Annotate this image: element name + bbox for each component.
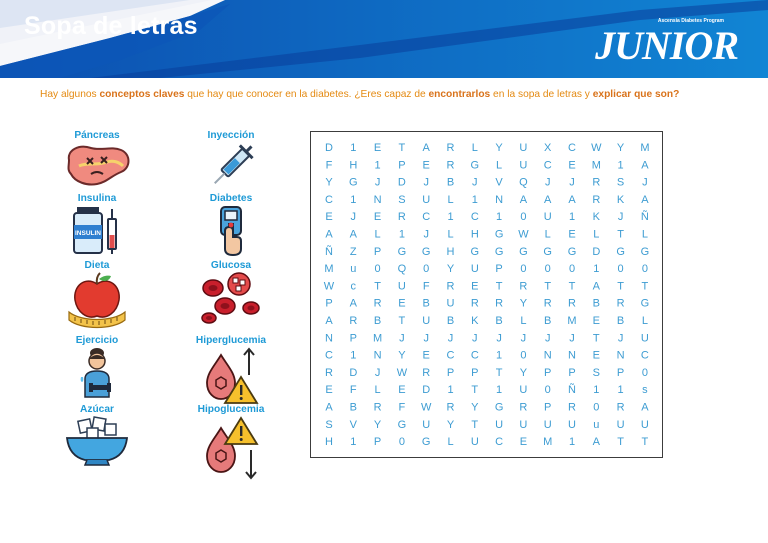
grid-letter[interactable]: R: [568, 401, 576, 414]
grid-letter[interactable]: T: [617, 228, 624, 241]
grid-letter[interactable]: 1: [374, 159, 381, 172]
grid-letter[interactable]: J: [374, 176, 381, 189]
grid-letter[interactable]: u: [350, 263, 357, 276]
grid-letter[interactable]: 1: [568, 211, 576, 224]
grid-letter[interactable]: K: [616, 193, 625, 206]
grid-letter[interactable]: A: [519, 193, 528, 206]
grid-letter[interactable]: S: [592, 366, 600, 379]
grid-letter[interactable]: H: [349, 159, 358, 172]
grid-letter[interactable]: E: [398, 384, 406, 397]
concept-label: Inyección: [207, 130, 255, 141]
grid-letter[interactable]: G: [397, 418, 407, 431]
grid-letter[interactable]: P: [349, 332, 357, 345]
instructions: [40, 89, 740, 100]
grid-letter[interactable]: U: [470, 263, 479, 276]
grid-letter[interactable]: 0: [641, 366, 648, 379]
grid-letter[interactable]: U: [568, 418, 576, 431]
grid-letter[interactable]: A: [325, 401, 333, 414]
grid-letter[interactable]: U: [616, 418, 625, 431]
grid-letter[interactable]: U: [519, 142, 528, 154]
grid-letter[interactable]: R: [616, 297, 625, 310]
grid-letter[interactable]: 1: [471, 193, 478, 206]
grid-letter[interactable]: M: [640, 142, 650, 154]
grid-letter[interactable]: R: [446, 159, 455, 172]
grid-letter[interactable]: T: [398, 142, 406, 154]
grid-letter[interactable]: J: [423, 228, 429, 241]
grid-letter[interactable]: W: [396, 366, 408, 379]
grid-letter[interactable]: Y: [616, 142, 625, 154]
grid-letter[interactable]: F: [422, 280, 430, 293]
grid-letter[interactable]: A: [544, 193, 552, 206]
grid-letter[interactable]: L: [471, 142, 478, 154]
grid-letter[interactable]: P: [544, 401, 552, 414]
grid-letter[interactable]: B: [446, 176, 455, 189]
grid-letter[interactable]: 1: [447, 211, 454, 224]
grid-letter[interactable]: Y: [398, 349, 406, 362]
grid-letter[interactable]: L: [447, 228, 454, 241]
grid-letter[interactable]: J: [399, 332, 405, 345]
grid-letter[interactable]: J: [617, 211, 624, 224]
grid-letter[interactable]: C: [422, 211, 431, 224]
grid-letter[interactable]: G: [640, 297, 650, 310]
grid-letter[interactable]: P: [373, 436, 382, 449]
grid-letter[interactable]: G: [494, 245, 504, 258]
grid-letter[interactable]: A: [641, 159, 649, 172]
grid-letter[interactable]: P: [544, 366, 552, 379]
grid-letter[interactable]: 1: [398, 228, 405, 241]
grid-letter[interactable]: T: [641, 280, 649, 293]
grid-letter[interactable]: 1: [496, 384, 503, 397]
grid-letter[interactable]: Q: [397, 263, 407, 276]
grid-letter[interactable]: P: [446, 366, 455, 379]
apple-tape-icon: [65, 272, 129, 330]
grid-letter[interactable]: B: [592, 297, 600, 310]
grid-letter[interactable]: T: [641, 436, 649, 449]
blood-drop-warning-up-icon: [199, 347, 263, 405]
grid-letter[interactable]: H: [325, 436, 333, 449]
grid-letter[interactable]: 0: [520, 349, 527, 362]
grid-letter[interactable]: R: [495, 297, 504, 310]
concept-label: Insulina: [77, 193, 117, 204]
grid-letter[interactable]: 1: [350, 349, 357, 362]
grid-letter[interactable]: H: [446, 245, 455, 258]
grid-letter[interactable]: U: [543, 211, 552, 224]
concept-label: Hiperglucemia: [195, 335, 267, 346]
grid-letter[interactable]: N: [495, 193, 504, 206]
grid-letter[interactable]: S: [616, 176, 625, 189]
grid-letter[interactable]: G: [494, 401, 504, 414]
grid-letter[interactable]: 1: [496, 349, 503, 362]
grid-letter[interactable]: H: [470, 228, 479, 241]
grid-letter[interactable]: U: [519, 159, 528, 172]
grid-letter[interactable]: R: [543, 297, 552, 310]
grid-letter[interactable]: P: [373, 245, 382, 258]
grid-letter[interactable]: P: [616, 366, 625, 379]
grid-letter[interactable]: N: [325, 332, 333, 345]
grid-letter[interactable]: T: [495, 366, 503, 379]
grid-letter[interactable]: A: [568, 193, 576, 206]
word-search-grid[interactable]: [310, 131, 663, 458]
grid-letter[interactable]: E: [422, 159, 430, 172]
grid-letter[interactable]: 1: [447, 384, 454, 397]
grid-letter[interactable]: A: [592, 280, 600, 293]
grid-letter[interactable]: L: [593, 228, 600, 241]
sugar-bowl-icon: [65, 416, 129, 466]
grid-letter[interactable]: T: [617, 436, 624, 449]
grid-letter[interactable]: C: [568, 142, 576, 154]
grid-letter[interactable]: 1: [350, 193, 357, 206]
grid-letter[interactable]: A: [422, 142, 430, 154]
grid-letter[interactable]: 0: [641, 263, 648, 276]
grid-letter[interactable]: B: [616, 315, 625, 327]
grid-letter[interactable]: E: [398, 297, 406, 310]
grid-letter[interactable]: V: [495, 176, 503, 189]
grid-letter[interactable]: N: [543, 349, 552, 362]
grid-letter[interactable]: W: [518, 228, 529, 241]
grid-letter[interactable]: R: [422, 366, 431, 379]
grid-letter[interactable]: L: [374, 384, 381, 397]
grid-letter[interactable]: G: [567, 245, 577, 258]
grid-letter[interactable]: E: [568, 159, 576, 172]
grid-letter[interactable]: T: [544, 280, 552, 293]
grid-letter[interactable]: P: [495, 263, 503, 276]
grid-letter[interactable]: Y: [471, 401, 479, 414]
grid-letter[interactable]: 0: [544, 263, 551, 276]
grid-letter[interactable]: c: [350, 280, 357, 293]
grid-letter[interactable]: J: [544, 176, 551, 189]
grid-letter[interactable]: A: [592, 436, 600, 449]
grid-letter[interactable]: 0: [544, 384, 551, 397]
concept-label: Azúcar: [80, 404, 114, 415]
grid-letter[interactable]: L: [641, 315, 648, 327]
grid-letter[interactable]: E: [325, 384, 333, 397]
grid-letter[interactable]: R: [470, 297, 479, 310]
grid-letter[interactable]: T: [495, 280, 503, 293]
concept-azucar: [42, 403, 152, 466]
grid-letter[interactable]: B: [446, 315, 455, 327]
grid-letter[interactable]: R: [373, 401, 382, 414]
grid-letter[interactable]: A: [349, 228, 357, 241]
grid-letter[interactable]: K: [471, 315, 479, 327]
grid-letter[interactable]: D: [397, 176, 406, 189]
grid-letter[interactable]: A: [349, 297, 357, 310]
grid-letter[interactable]: N: [373, 193, 382, 206]
grid-letter[interactable]: Y: [519, 366, 528, 379]
brand-logo: JUNIOR: [595, 23, 738, 68]
concept-hipoglucemia: [176, 403, 286, 482]
grid-letter[interactable]: C: [446, 349, 455, 362]
grid-letter[interactable]: N: [568, 349, 576, 362]
grid-letter[interactable]: J: [569, 176, 575, 189]
grid-letter[interactable]: G: [640, 245, 650, 258]
grid-letter[interactable]: Y: [446, 263, 455, 276]
grid-letter[interactable]: W: [323, 280, 335, 293]
grid-letter[interactable]: F: [349, 384, 357, 397]
grid-letter[interactable]: R: [446, 401, 455, 414]
grid-letter[interactable]: T: [471, 384, 479, 397]
grid-letter[interactable]: N: [616, 349, 625, 362]
grid-letter[interactable]: U: [422, 418, 431, 431]
grid-letter[interactable]: 0: [593, 401, 600, 414]
grid-letter[interactable]: R: [616, 401, 625, 414]
grid-letter[interactable]: D: [349, 366, 358, 379]
grid-letter[interactable]: B: [373, 315, 382, 327]
intro-bold-1: conceptos claves: [99, 89, 185, 100]
grid-letter[interactable]: E: [519, 436, 528, 449]
grid-letter[interactable]: C: [543, 159, 552, 172]
grid-letter[interactable]: 1: [617, 159, 624, 172]
grid-letter[interactable]: E: [568, 228, 576, 241]
concept-glucosa: [176, 259, 286, 328]
grid-letter[interactable]: J: [569, 332, 575, 345]
grid-letter[interactable]: R: [446, 142, 455, 154]
grid-letter[interactable]: T: [617, 280, 624, 293]
concept-inyeccion: [176, 129, 286, 192]
grid-letter[interactable]: B: [495, 315, 503, 327]
blood-drop-warning-down-icon: [199, 416, 263, 482]
grid-letter[interactable]: G: [470, 245, 480, 258]
grid-letter[interactable]: s: [642, 384, 648, 397]
grid-letter[interactable]: E: [592, 315, 600, 327]
grid-letter[interactable]: E: [373, 142, 382, 154]
grid-letter[interactable]: Y: [519, 297, 528, 310]
grid-letter[interactable]: Ñ: [568, 384, 576, 397]
grid-letter[interactable]: G: [494, 228, 504, 241]
grid-letter[interactable]: P: [398, 159, 406, 172]
svg-text:INSULIN: INSULIN: [75, 230, 101, 237]
grid-letter[interactable]: M: [591, 159, 601, 172]
grid-letter[interactable]: 1: [350, 436, 357, 449]
grid-letter[interactable]: R: [349, 315, 358, 327]
grid-letter[interactable]: E: [592, 349, 600, 362]
grid-letter[interactable]: J: [520, 332, 527, 345]
grid-letter[interactable]: G: [470, 159, 480, 172]
grid-letter[interactable]: B: [422, 297, 430, 310]
grid-letter[interactable]: G: [349, 176, 358, 189]
concept-label: Páncreas: [74, 130, 120, 141]
grid-letter[interactable]: Q: [519, 176, 528, 189]
grid-letter[interactable]: M: [543, 436, 553, 449]
grid-letter[interactable]: S: [398, 193, 406, 206]
grid-letter[interactable]: R: [519, 280, 528, 293]
grid-letter[interactable]: E: [471, 280, 479, 293]
grid-letter[interactable]: E: [325, 211, 333, 224]
grid-letter[interactable]: U: [422, 315, 431, 327]
grid-letter[interactable]: J: [472, 332, 478, 345]
grid-letter[interactable]: U: [519, 384, 528, 397]
grid-letter[interactable]: 1: [593, 384, 600, 397]
grid-letter[interactable]: J: [423, 176, 429, 189]
grid-letter[interactable]: U: [519, 418, 528, 431]
grid-letter[interactable]: L: [447, 436, 454, 449]
grid-letter[interactable]: R: [592, 176, 601, 189]
grid-letter[interactable]: R: [446, 280, 455, 293]
grid-letter[interactable]: X: [544, 142, 552, 154]
grid-letter[interactable]: L: [641, 228, 648, 241]
grid-letter[interactable]: R: [373, 297, 382, 310]
concept-label: Dieta: [84, 260, 110, 271]
grid-letter[interactable]: C: [325, 349, 333, 362]
grid-letter[interactable]: B: [544, 315, 552, 327]
grid-letter[interactable]: D: [592, 245, 601, 258]
grid-letter[interactable]: A: [325, 228, 333, 241]
grid-letter[interactable]: U: [470, 436, 479, 449]
grid-letter[interactable]: J: [617, 332, 624, 345]
grid-letter[interactable]: K: [592, 211, 600, 224]
concept-ejercicio: [42, 334, 152, 401]
concept-label: Hipoglucemia: [197, 404, 265, 415]
grid-letter[interactable]: G: [616, 245, 625, 258]
grid-letter[interactable]: L: [520, 315, 527, 327]
exercise-person-icon: [77, 347, 117, 401]
grid-letter[interactable]: G: [543, 245, 552, 258]
grid-letter[interactable]: D: [325, 142, 333, 154]
grid-letter[interactable]: G: [421, 436, 431, 449]
grid-letter[interactable]: F: [398, 401, 406, 414]
grid-letter[interactable]: 1: [617, 384, 624, 397]
grid-letter[interactable]: A: [325, 315, 333, 327]
grid-letter[interactable]: R: [325, 366, 333, 379]
grid-letter[interactable]: L: [544, 228, 551, 241]
grid-letter[interactable]: R: [397, 211, 406, 224]
pancreas-icon: [61, 142, 133, 188]
grid-letter[interactable]: 1: [350, 142, 357, 154]
concept-diabetes: [176, 192, 286, 257]
grid-letter[interactable]: C: [495, 436, 504, 449]
grid-letter[interactable]: J: [544, 332, 551, 345]
concept-label: Diabetes: [209, 193, 253, 204]
intro-bold-3: explicar que son?: [592, 89, 680, 100]
grid-letter[interactable]: A: [641, 401, 649, 414]
grid-letter[interactable]: 0: [423, 263, 430, 276]
grid-letter[interactable]: U: [446, 297, 455, 310]
concept-pancreas: [42, 129, 152, 188]
grid-letter[interactable]: R: [592, 193, 601, 206]
intro-bold-2: encontrarlos: [428, 89, 491, 100]
grid-letter[interactable]: 0: [520, 263, 527, 276]
grid-letter[interactable]: U: [640, 418, 649, 431]
grid-letter[interactable]: E: [422, 349, 430, 362]
grid-letter[interactable]: J: [423, 332, 429, 345]
grid-letter[interactable]: 1: [496, 211, 503, 224]
concept-label: Glucosa: [210, 260, 252, 271]
grid-letter[interactable]: W: [591, 142, 602, 154]
grid-letter[interactable]: B: [349, 401, 357, 414]
grid-letter[interactable]: C: [325, 193, 333, 206]
grid-letter[interactable]: E: [373, 211, 382, 224]
grid-letter[interactable]: S: [325, 418, 333, 431]
grid-letter[interactable]: M: [373, 332, 383, 345]
grid-letter[interactable]: M: [324, 263, 334, 276]
grid-letter[interactable]: T: [374, 280, 381, 293]
grid-letter[interactable]: L: [374, 228, 381, 241]
grid-letter[interactable]: 0: [374, 263, 381, 276]
grid-letter[interactable]: V: [349, 418, 357, 431]
intro-text-1: Hay algunos: [40, 89, 100, 100]
grid-letter[interactable]: M: [567, 315, 577, 327]
grid-letter[interactable]: J: [350, 211, 357, 224]
grid-letter[interactable]: F: [325, 159, 333, 172]
grid-letter[interactable]: G: [421, 245, 431, 258]
grid-letter[interactable]: P: [325, 297, 333, 310]
grid-letter[interactable]: J: [447, 332, 454, 345]
header-banner: [0, 0, 768, 78]
concept-dieta: [42, 259, 152, 330]
glucometer-icon: [211, 205, 251, 257]
grid-letter[interactable]: 1: [568, 436, 576, 449]
grid-letter[interactable]: N: [373, 349, 382, 362]
grid-letter[interactable]: 1: [593, 263, 600, 276]
grid-letter[interactable]: C: [640, 349, 649, 362]
grid-letter[interactable]: Y: [325, 176, 333, 189]
grid-letter[interactable]: U: [422, 193, 431, 206]
grid-letter[interactable]: T: [568, 280, 576, 293]
grid-letter[interactable]: U: [397, 280, 406, 293]
grid-letter[interactable]: Ñ: [640, 211, 649, 224]
grid-letter[interactable]: 0: [520, 211, 527, 224]
grid-letter[interactable]: G: [397, 245, 407, 258]
grid-letter[interactable]: L: [496, 159, 503, 172]
grid-letter[interactable]: 0: [617, 263, 624, 276]
grid-letter[interactable]: A: [641, 193, 649, 206]
page-title: Sopa de letras: [24, 12, 198, 40]
insulin-vial-icon: [68, 205, 126, 255]
grid-letter[interactable]: U: [495, 418, 504, 431]
grid-letter[interactable]: J: [374, 366, 381, 379]
intro-text-3: en la sopa de letras y: [490, 89, 593, 100]
grid-letter[interactable]: P: [568, 366, 576, 379]
grid-letter[interactable]: C: [470, 211, 479, 224]
grid-letter[interactable]: Y: [373, 418, 382, 431]
grid-letter[interactable]: R: [568, 297, 576, 310]
grid-letter[interactable]: R: [519, 401, 528, 414]
syringe-icon: [206, 142, 256, 192]
grid-letter[interactable]: C: [470, 349, 479, 362]
grid-letter[interactable]: D: [422, 384, 431, 397]
grid-letter[interactable]: Ñ: [325, 245, 333, 258]
grid-letter[interactable]: T: [398, 315, 406, 327]
intro-text-2: que hay que conocer en la diabetes. ¿Eres capaz de: [184, 89, 429, 100]
grid-letter[interactable]: Z: [349, 245, 357, 258]
grid-letter[interactable]: 0: [398, 436, 405, 449]
grid-letter[interactable]: T: [592, 332, 600, 345]
grid-letter[interactable]: P: [471, 366, 479, 379]
blood-cells-icon: [199, 272, 263, 328]
grid-letter[interactable]: u: [593, 418, 600, 431]
grid-letter[interactable]: W: [421, 401, 432, 414]
grid-letter[interactable]: T: [471, 418, 479, 431]
concept-label: Ejercicio: [75, 335, 119, 346]
grid-letter[interactable]: Y: [495, 142, 503, 154]
grid-letter[interactable]: J: [642, 176, 648, 189]
grid-letter[interactable]: G: [519, 245, 528, 258]
grid-letter[interactable]: J: [472, 176, 478, 189]
grid-letter[interactable]: Y: [446, 418, 455, 431]
grid-letter[interactable]: 0: [568, 263, 576, 276]
grid-letter[interactable]: J: [496, 332, 502, 345]
concept-insulina: [42, 192, 152, 255]
grid-letter[interactable]: U: [543, 418, 552, 431]
concept-hiperglucemia: [176, 334, 286, 405]
grid-letter[interactable]: L: [447, 193, 454, 206]
brand-subtitle: Ascensia Diabetes Program: [657, 18, 724, 24]
grid-letter[interactable]: U: [640, 332, 649, 345]
